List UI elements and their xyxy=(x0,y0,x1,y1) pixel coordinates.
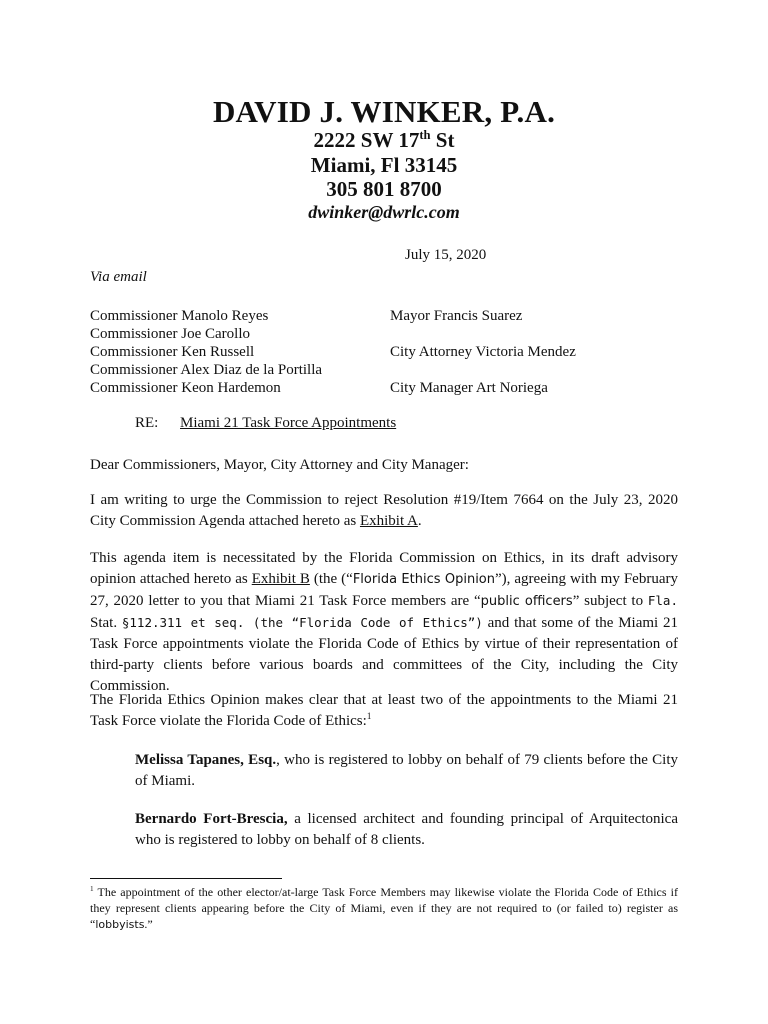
paragraph-text: ”), agreeing with my February 27, 2020 letter to you that Miami 21 Task Force members are “ xyxy=(90,571,678,609)
address-street-number: 2222 SW 17 xyxy=(313,128,420,152)
re-label: RE: xyxy=(135,415,159,431)
paragraph-resolution xyxy=(90,490,678,532)
paragraph-text: (the (“ xyxy=(309,571,353,587)
exhibit-a-reference: Exhibit A xyxy=(359,513,418,529)
paragraph-text: I am writing to urge the Commission to reject Resolution #19/Item 7664 on the July 23, 2020 City Commission Agenda attached hereto as xyxy=(90,492,678,529)
paragraph-text: This agenda item is necessitated by the Florida Commission on Ethics, in its draft advisory opinion attached hereto as xyxy=(90,550,678,587)
address-street xyxy=(0,128,768,153)
statute-citation: Fla. xyxy=(647,593,678,608)
re-subject: Miami 21 Task Force Appointments xyxy=(180,415,397,431)
appointee-description: , who is registered to lobby on behalf of 79 clients before the City of Miami. xyxy=(135,752,678,789)
footnote xyxy=(90,884,678,933)
recipient-left: Commissioner Keon Hardemon xyxy=(90,380,281,396)
address-ordinal-suffix: th xyxy=(419,128,431,142)
paragraph-violations xyxy=(90,690,678,732)
paragraph-text: ” subject to xyxy=(572,593,648,609)
address-street-suffix: St xyxy=(430,128,455,152)
recipient-left: Commissioner Alex Diaz de la Portilla xyxy=(90,362,323,378)
paragraph-ethics-opinion xyxy=(90,548,678,697)
footnote-text: The appointment of the other elector/at-large Task Force Members may likewise violate the Florida Code of Ethics if they represent clients appearing before the City of Miami, even if they are not required to (or failed to) register as “ xyxy=(90,885,678,931)
statute-citation: §112.311 et seq. (the “Florida Code of Ethics”) xyxy=(121,615,483,630)
address-city: Miami, Fl 33145 xyxy=(310,153,458,177)
paragraph-text: and that some of the Miami 21 Task Force appointments violate the Florida Code of Ethics by virtue of their representation of third-party clients before various boards and committees of the City, including the City Commission. xyxy=(90,615,678,694)
paragraph-text: Stat. xyxy=(90,615,122,631)
footnote-end: .” xyxy=(144,917,153,931)
appointee-tapanes xyxy=(135,750,678,792)
defined-term: public officers xyxy=(480,594,573,609)
appointee-description: a licensed architect and founding principal of Arquitectonica who is registered to lobby on behalf of 8 clients. xyxy=(135,811,678,848)
paragraph-text: The Florida Ethics Opinion makes clear that at least two of the appointments to the Miami 21 Task Force violate the Florida Code of Ethics: xyxy=(90,692,678,729)
footnote-reference: 1 xyxy=(366,711,372,721)
recipient-right: Mayor Francis Suarez xyxy=(390,308,523,324)
recipient-left: Commissioner Joe Carollo xyxy=(90,326,250,342)
firm-name: DAVID J. WINKER, P.A. xyxy=(212,94,556,129)
footnote-number: 1 xyxy=(90,885,94,893)
defined-term: lobbyists xyxy=(95,918,145,931)
appointee-name: Melissa Tapanes, Esq. xyxy=(135,752,277,768)
defined-term: Florida Ethics Opinion xyxy=(352,572,496,587)
letter-date: July 15, 2020 xyxy=(405,247,487,263)
email-address: dwinker@dwrlc.com xyxy=(308,202,460,222)
paragraph-end: . xyxy=(417,513,422,529)
exhibit-b-reference: Exhibit B xyxy=(251,571,310,587)
recipient-left: Commissioner Ken Russell xyxy=(90,344,255,360)
footnote-divider xyxy=(90,878,282,879)
recipient-left: Commissioner Manolo Reyes xyxy=(90,308,269,324)
recipient-right: City Manager Art Noriega xyxy=(390,380,548,396)
delivery-method: Via email xyxy=(90,269,147,285)
appointee-fort-brescia xyxy=(135,809,678,851)
recipient-right: City Attorney Victoria Mendez xyxy=(390,344,576,360)
phone-number: 305 801 8700 xyxy=(326,177,442,201)
salutation: Dear Commissioners, Mayor, City Attorney and City Manager: xyxy=(90,457,469,473)
appointee-name: Bernardo Fort-Brescia, xyxy=(135,811,288,827)
